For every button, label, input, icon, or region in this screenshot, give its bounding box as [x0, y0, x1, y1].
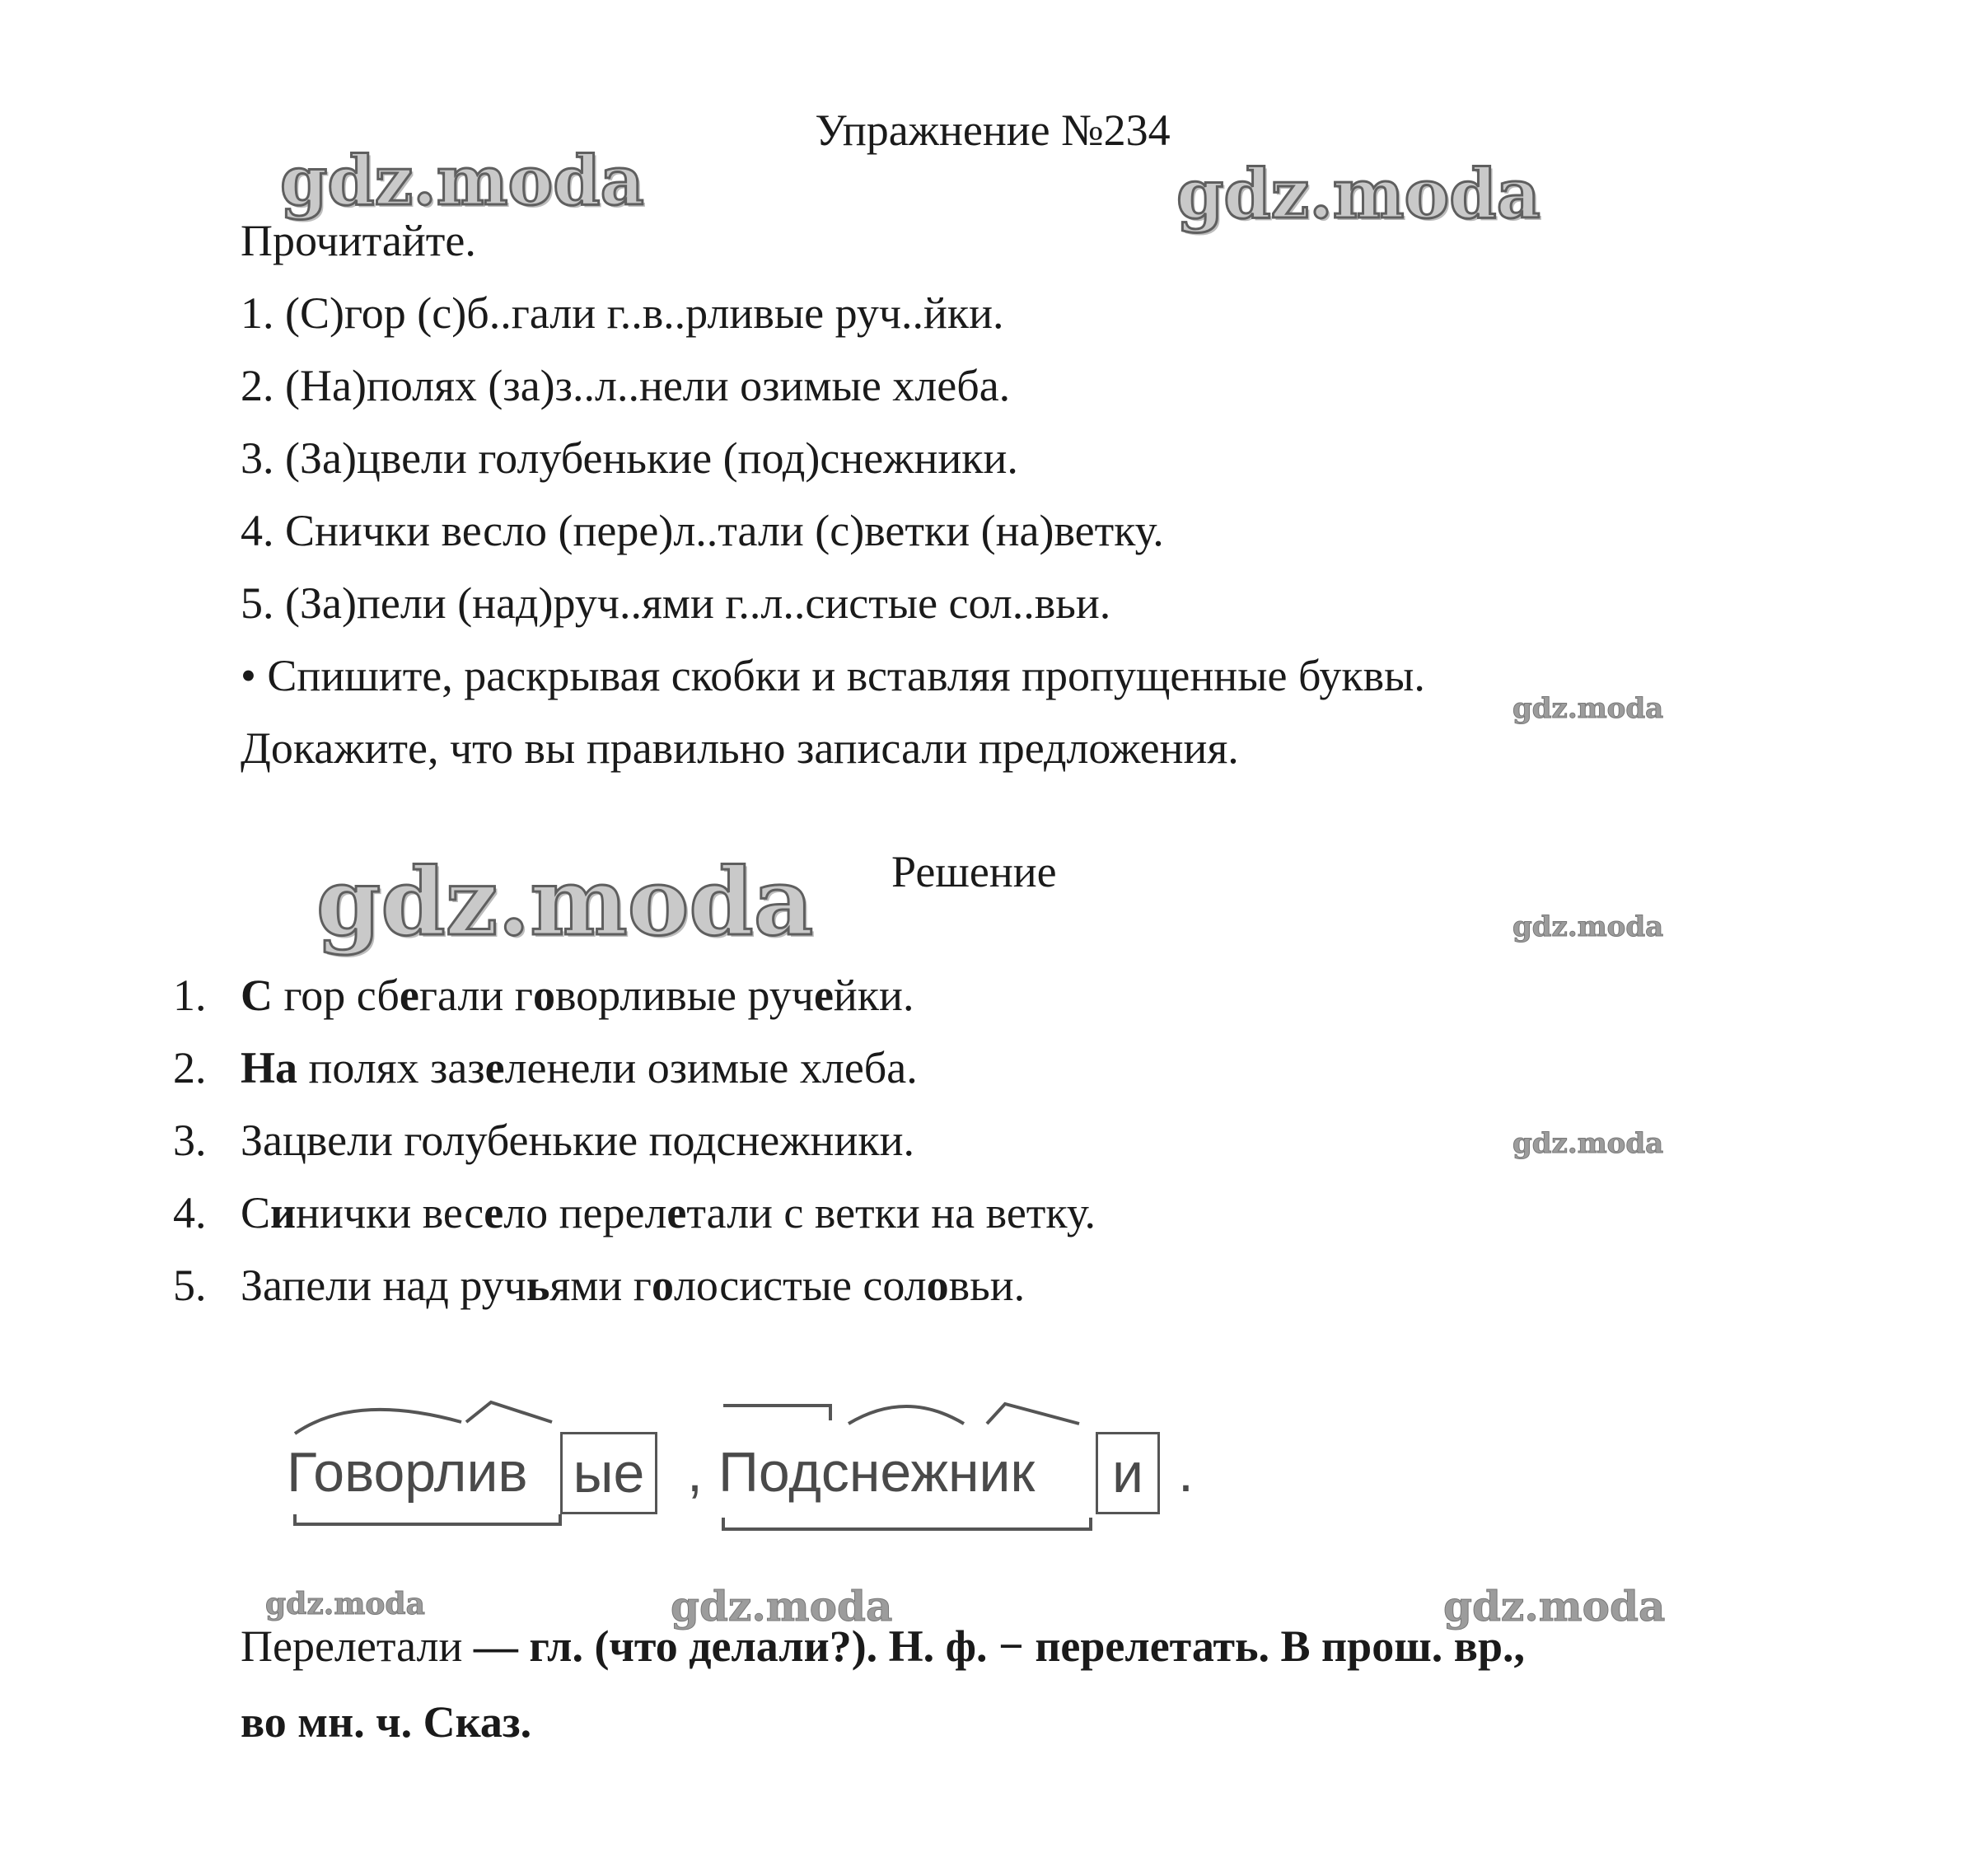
exercise-sentence: 4. Снички весло (пере)л..тали (с)ветки (на)ветку.: [241, 506, 1164, 555]
analysis-line: во мн. ч. Сказ.: [241, 1697, 532, 1747]
exercise-sentence: 1. (С)гор (с)б..гали г..в..рливые руч..йки.: [241, 288, 1004, 338]
task-instruction: • Спишите, раскрывая скобки и вставляя пропущенные буквы.: [241, 651, 1425, 700]
watermark-logo: gdz.moda: [1176, 155, 1541, 234]
word2-ending-box: и: [1096, 1432, 1160, 1514]
solution-item: 5. Запели над ручьями голосистые соловьи.: [173, 1261, 1026, 1310]
watermark-logo: gdz.moda: [280, 142, 644, 221]
solution-heading: Решение: [891, 847, 1057, 896]
solution-item: 4. Синички весело перелетали с ветки на ветку.: [173, 1188, 1096, 1237]
root-arc-1: [295, 1410, 461, 1434]
task-instruction: Докажите, что вы правильно записали предложения.: [241, 723, 1239, 773]
exercise-sentence: 2. (На)полях (за)з..л..нели озимые хлеба.: [241, 361, 1011, 410]
analysis-line: Перелетали — гл. (что делали?). Н. ф. − перелетать. В прош. вр.,: [241, 1621, 1525, 1671]
stem-bracket-1: [295, 1514, 560, 1524]
instruction-read: Прочитайте.: [241, 216, 476, 265]
exercise-sentence: 3. (За)цвели голубенькие (под)снежники.: [241, 433, 1018, 483]
watermark-logo: gdz.moda: [1512, 692, 1664, 725]
suffix-roof-2: [987, 1404, 1079, 1424]
word2-stem: Подснежник: [718, 1441, 1036, 1504]
word1-ending-box: ые: [560, 1432, 657, 1514]
word1-stem: Говорлив: [287, 1441, 528, 1504]
exercise-sentence: 5. (За)пели (над)руч..ями г..л..систые сол..вьи.: [241, 578, 1111, 628]
watermark-logo: gdz.moda: [671, 1582, 893, 1630]
watermark-logo: gdz.moda: [1512, 910, 1664, 943]
watermark-logo: gdz.moda: [1443, 1582, 1666, 1630]
stem-bracket-2: [723, 1518, 1091, 1529]
solution-item: 2. На полях зазеленели озимые хлеба.: [173, 1043, 918, 1092]
suffix-roof-1: [466, 1402, 552, 1422]
prefix-mark-2: [723, 1406, 830, 1420]
schema-end-dot: .: [1178, 1441, 1194, 1504]
exercise-title: Упражнение №234: [815, 105, 1171, 155]
morpheme-schema: [280, 1384, 1203, 1549]
watermark-logo: gdz.moda: [265, 1587, 425, 1621]
solution-item: 1. С гор сбегали говорливые ручейки.: [173, 971, 914, 1020]
root-arc-2: [849, 1406, 964, 1424]
watermark-logo: gdz.moda: [316, 849, 814, 957]
solution-item: 3. Зацвели голубенькие подснежники.: [173, 1116, 914, 1165]
separator-comma: ,: [687, 1441, 703, 1504]
watermark-logo: gdz.moda: [1512, 1127, 1664, 1160]
